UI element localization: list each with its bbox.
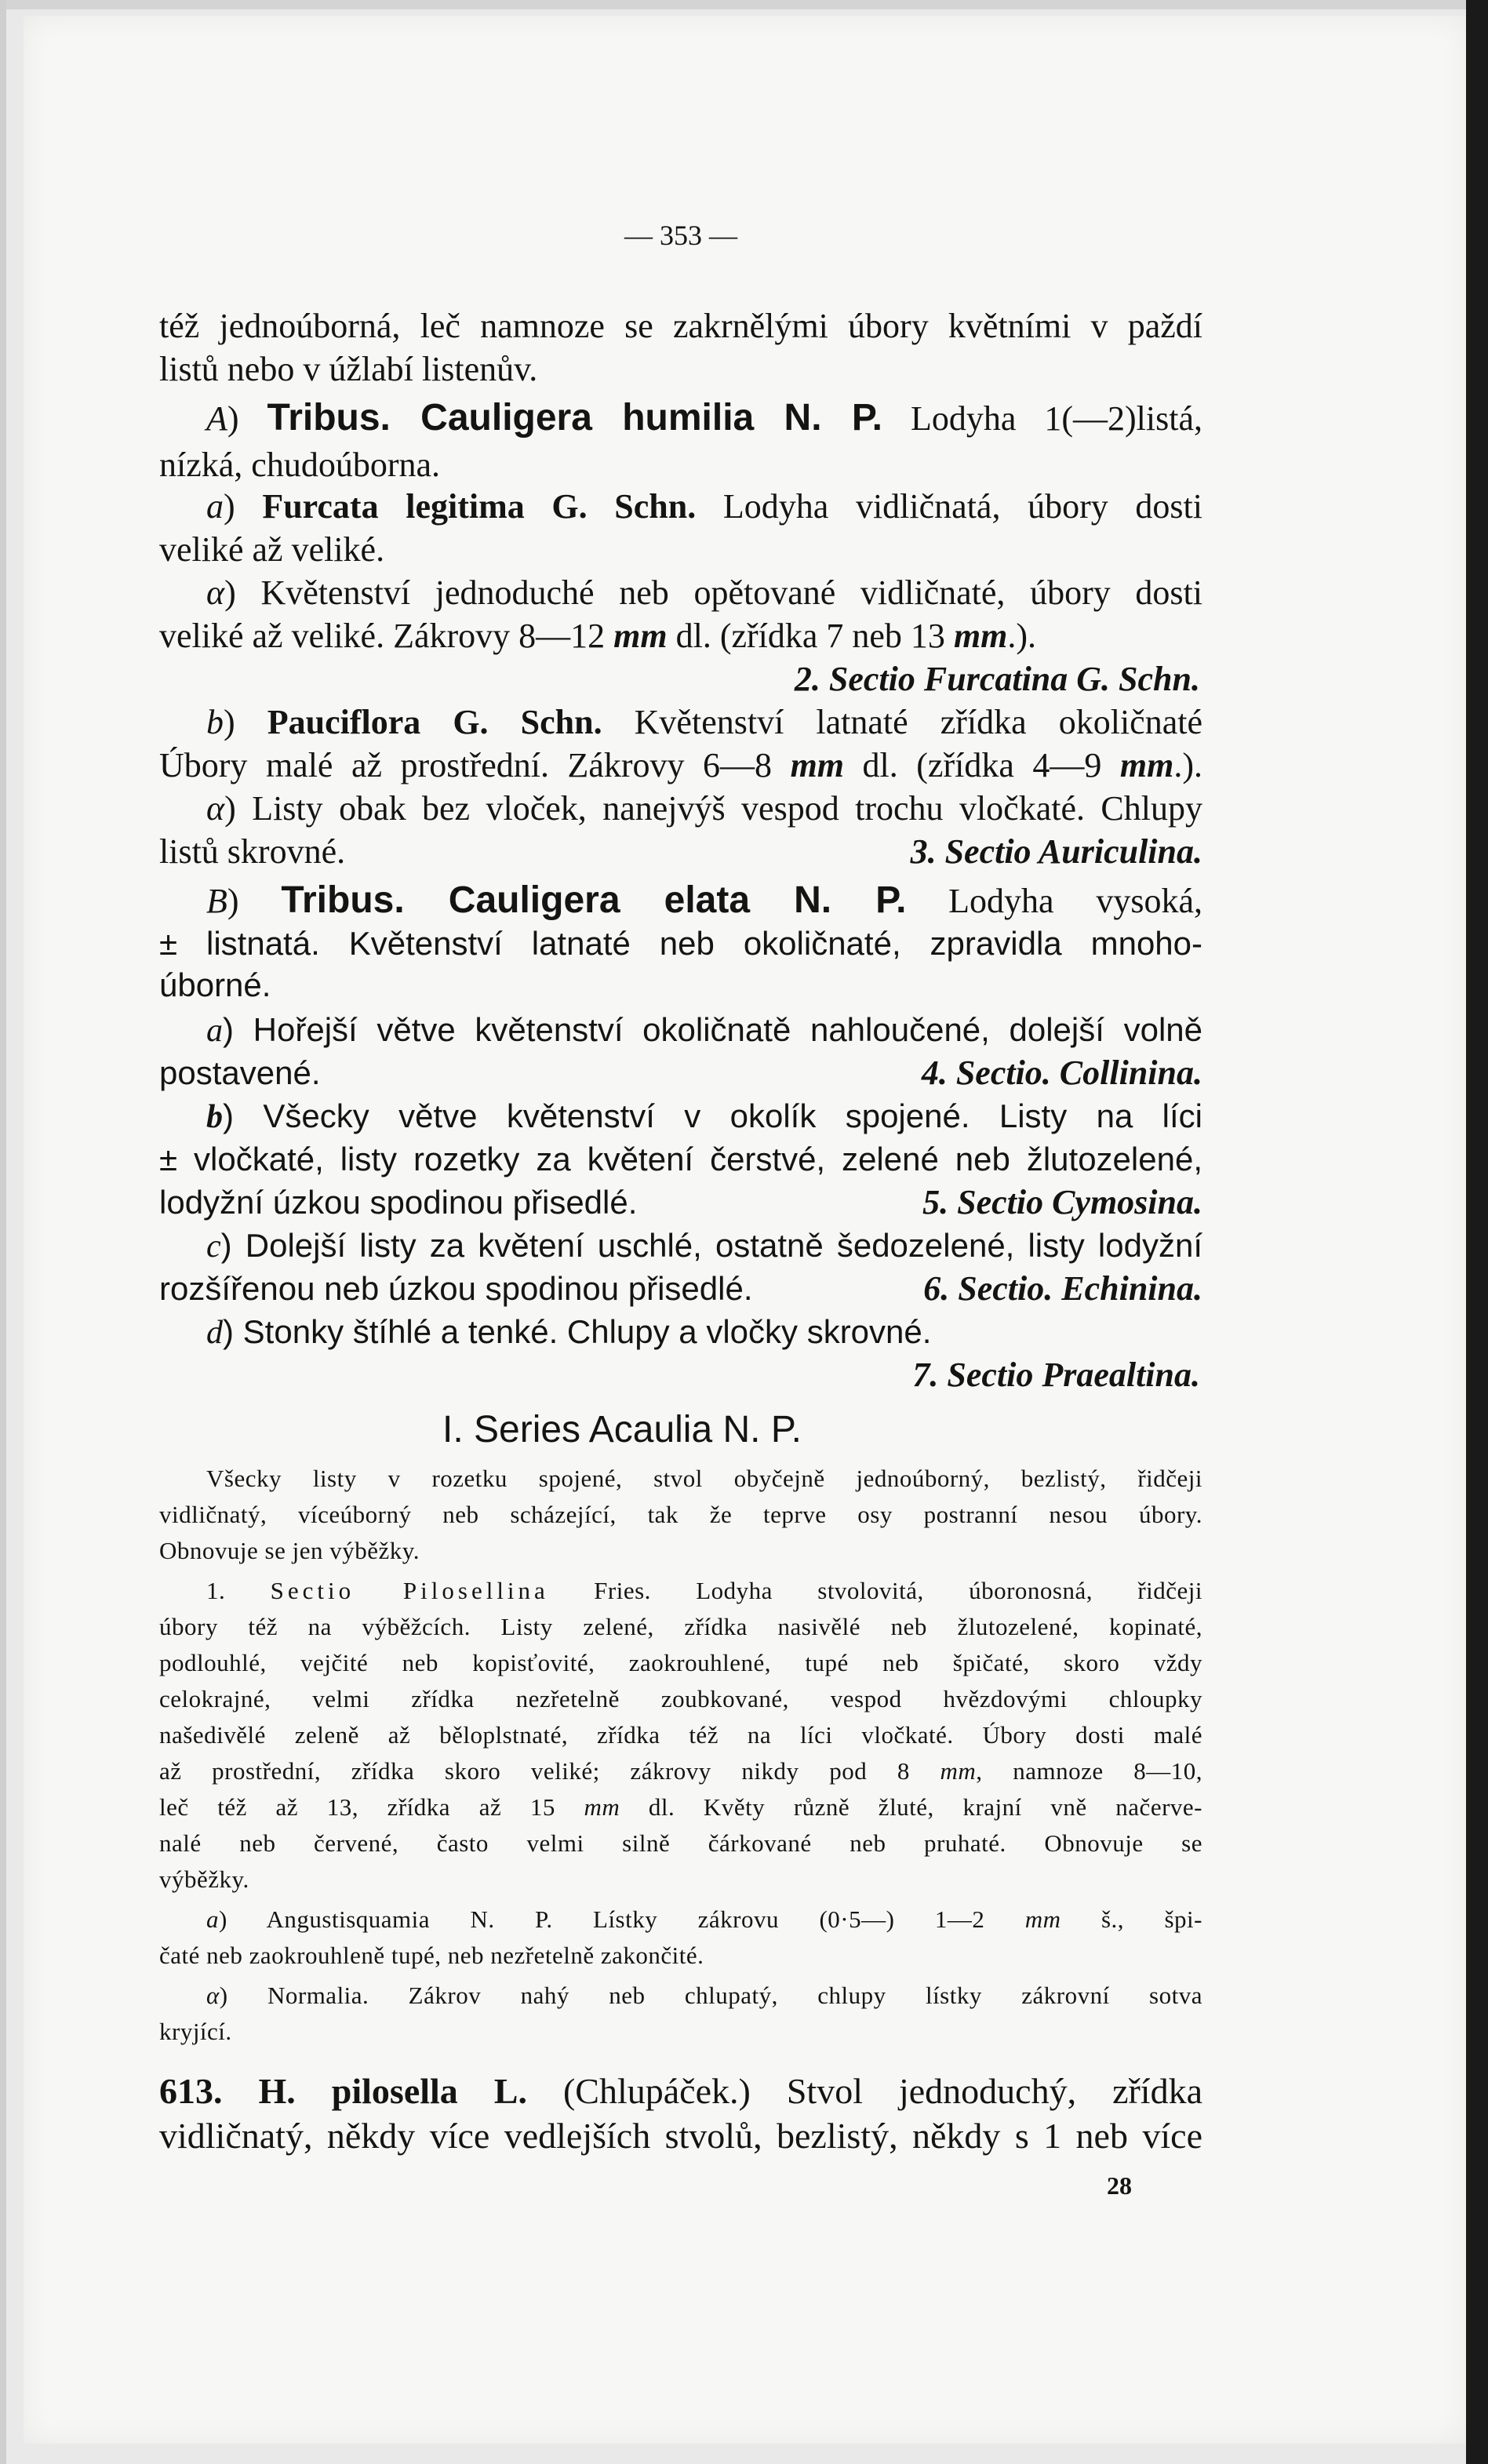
scan-top-edge (0, 0, 1488, 9)
line-text: dl. Květy různě žluté, krajní vně načerve- (620, 1793, 1202, 1821)
line-text: .). (1173, 746, 1202, 784)
species-entry (159, 2069, 1202, 2113)
tribus-title: Tribus. Cauligera elata N. P. (281, 879, 907, 921)
line-text: Listy obak bez vloček, nanejvýš vespod trochu vločkaté. Chlupy (235, 789, 1202, 828)
line-text: Stonky štíhlé a tenké. Chlupy a vločky skrovné. (234, 1313, 932, 1350)
group-title: Furcata legitima G. Schn. (262, 487, 697, 526)
sectio-label: 3. Sectio Auriculina. (910, 832, 1202, 871)
text-line: též jednoúborná, leč namnoze se zakrnělými úbory květními v paždí (159, 307, 1202, 345)
small-text-line: vidličnatý, víceúborný neb scházející, tak že teprve osy postranní nesou úbory. (159, 1501, 1202, 1528)
heading-tribus-humilia: A) Tribus. Cauligera humilia N. P. Lodyha 1(—2)listá, (206, 397, 1202, 439)
text-line: vidličnatý, někdy více vedlejších stvolů, bezlistý, někdy s 1 neb více (159, 2116, 1202, 2156)
list-marker: α (206, 1982, 220, 2009)
text-line (159, 614, 1202, 658)
small-text-line: Obnovuje se jen výběžky. (159, 1537, 420, 1564)
text-line (159, 1267, 1202, 1311)
small-text-line (159, 1789, 1202, 1825)
line-text: listů skrovné. (159, 832, 346, 871)
list-marker: c (206, 1228, 221, 1265)
group-desc: Lodyha vidličnatá, úbory dosti (696, 487, 1202, 526)
text-line (159, 1051, 1202, 1095)
line-text: š., špi- (1061, 1905, 1202, 1933)
small-text-line: celokrajné, velmi zřídka nezřetelně zoubkované, vespod hvězdovými chloupky (159, 1685, 1202, 1712)
list-marker: a (206, 1013, 223, 1049)
sectio-label: 2. Sectio Furcatina G. Schn. (794, 660, 1200, 698)
list-marker: a (206, 487, 224, 526)
subgroup-pauciflora: b) Pauciflora G. Schn. Květenství latnaté zřídka okoličnaté (206, 703, 1202, 741)
text-line: veliké až veliké. (159, 530, 385, 569)
small-text-line (159, 1753, 1202, 1789)
list-marker: α (206, 789, 225, 828)
signature-mark: 28 (1107, 2171, 1132, 2200)
small-text-line: Všecky listy v rozetku spojené, stvol obyčejně jednoúborný, bezlistý, řidčeji (206, 1465, 1202, 1492)
list-marker: α (206, 573, 225, 612)
unit: mm (790, 746, 845, 784)
small-text-line: nalé neb červené, často velmi silně čárkované neb pruhaté. Obnovuje se (159, 1829, 1202, 1857)
line-text: veliké až veliké. Zákrovy 8—12 (159, 617, 614, 655)
sectio-label: 4. Sectio. Collinina. (921, 1054, 1202, 1092)
sectio-name: Sectio Pilosellina (270, 1577, 549, 1604)
line-text: postavené. (159, 1054, 321, 1091)
line-text: Angustisquamia N. P. Lístky zákrovu (0·5—) 1—2 (227, 1905, 1025, 1933)
subgroup-furcata: a) Furcata legitima G. Schn. Lodyha vidličnatá, úbory dosti (206, 487, 1202, 526)
line-text: dl. (zřídka 4—9 (844, 746, 1120, 784)
unit: mm (584, 1793, 620, 1821)
list-marker: B (206, 882, 227, 920)
small-text-line: kryjící. (159, 2018, 232, 2045)
small-text-line (159, 1573, 1202, 1609)
small-text-line: našedivělé zeleně až běloplstnaté, zřídka též na líci vločkaté. Úbory dosti malé (159, 1721, 1202, 1749)
scan-left-edge (0, 0, 6, 2464)
text-line (159, 1181, 1202, 1225)
line-text: Dolejší listy za květení uschlé, ostatně šedozelené, listy lodyžní (231, 1227, 1202, 1264)
line-text: Normalia. Zákrov nahý neb chlupatý, chlupy lístky zákrovní sotva (227, 1982, 1202, 2009)
text-line (159, 830, 1202, 874)
small-text-line: úbory též na výběžcích. Listy zelené, zřídka nasivělé neb žlutozelené, kopinaté, (159, 1613, 1202, 1640)
line-text: (Chlupáček.) Stvol jednoduchý, zřídka (526, 2071, 1203, 2111)
list-marker: d (206, 1315, 223, 1351)
line-text: Květenství jednoduché neb opětované vidličnaté, úbory dosti (235, 573, 1202, 612)
line-text: .). (1007, 617, 1037, 655)
sectio-label: 6. Sectio. Echinina. (923, 1269, 1202, 1308)
unit: mm (953, 617, 1008, 655)
line-text: leč též až 13, zřídka až 15 (159, 1793, 584, 1821)
text-line: ± listnatá. Květenství latnaté neb okoličnaté, zpravidla mnoho- (159, 925, 1202, 962)
tribus-title: Tribus. Cauligera humilia N. P. (267, 397, 883, 439)
line-text: Všecky větve květenství v okolík spojené. Listy na líci (234, 1097, 1202, 1134)
unit: mm (1119, 746, 1174, 784)
text-line: ± vločkaté, listy rozetky za květení čerstvé, zelené neb žlutozelené, (159, 1141, 1202, 1177)
line-text: dl. (zřídka 7 neb 13 (667, 617, 954, 655)
heading-tribus-elata: B) Tribus. Cauligera elata N. P. Lodyha vysoká, (206, 879, 1203, 921)
small-text-line: α) Normalia. Zákrov nahý neb chlupatý, chlupy lístky zákrovní sotva (206, 1982, 1202, 2009)
unit: mm (940, 1757, 977, 1785)
list-marker: b (206, 703, 224, 741)
list-marker: A (206, 399, 227, 438)
tribus-desc: Lodyha vysoká, (906, 882, 1203, 920)
line-text: Fries. Lodyha stvolovitá, úboronosná, řidčeji (548, 1577, 1203, 1604)
text-line (159, 744, 1202, 788)
line-text: rozšířenou neb úzkou spodinou přisedlé. (159, 1270, 753, 1307)
scan-right-edge (1466, 0, 1488, 2464)
text-line: nízká, chudoúborna. (159, 446, 440, 484)
line-text: Hořejší větve květenství okoličnatě nahloučené, dolejší volně (234, 1011, 1202, 1048)
small-text-line: výběžky. (159, 1865, 249, 1893)
text-line: c) Dolejší listy za květení uschlé, ostatně šedozelené, listy lodyžní (206, 1227, 1202, 1265)
unit: mm (613, 617, 668, 655)
unit: mm (1024, 1905, 1061, 1933)
line-text: Úbory malé až prostřední. Zákrovy 6—8 (159, 746, 791, 784)
small-text-line: čaté neb zaokrouhleně tupé, neb nezřetelně zakončité. (159, 1942, 704, 1969)
list-marker: a (206, 1905, 219, 1933)
group-title: Pauciflora G. Schn. (267, 703, 602, 741)
species-number: 613. (159, 2071, 223, 2111)
small-text-line: podlouhlé, vejčité neb kopisťovité, zaokrouhlené, tupé neb špičaté, skoro vždy (159, 1649, 1202, 1676)
species-name: H. pilosella L. (258, 2071, 527, 2111)
page-number: — 353 — (624, 220, 737, 251)
text-line: a) Hořejší větve květenství okoličnatě nahloučené, dolejší volně (206, 1011, 1202, 1049)
text-line: α) Listy obak bez vloček, nanejvýš vespod trochu vločkaté. Chlupy (206, 789, 1202, 828)
group-desc: Květenství latnaté zřídka okoličnaté (602, 703, 1202, 741)
line-text: , namnoze 8—10, (976, 1757, 1202, 1785)
line-text: až prostřední, zřídka skoro veliké; zákrovy nikdy pod 8 (159, 1757, 940, 1785)
text-line: listů nebo v úžlabí listenův. (159, 350, 538, 388)
tribus-desc: Lodyha 1(—2)listá, (882, 399, 1202, 438)
sectio-label: 7. Sectio Praealtina. (912, 1356, 1200, 1394)
line-text: lodyžní úzkou spodinou přisedlé. (159, 1184, 638, 1221)
text-line: b) Všecky větve květenství v okolík spojené. Listy na líci (206, 1097, 1202, 1135)
sectio-label: 5. Sectio Cymosina. (922, 1183, 1202, 1221)
text-line: d) Stonky štíhlé a tenké. Chlupy a vločky skrovné. (206, 1313, 932, 1351)
list-marker: b (206, 1099, 223, 1135)
series-heading: I. Series Acaulia N. P. (442, 1409, 802, 1450)
small-text-line: a) Angustisquamia N. P. Lístky zákrovu (0·5—) 1—2 mm š., špi- (206, 1905, 1202, 1933)
text-line: úborné. (159, 966, 271, 1003)
line-text: 1. (206, 1577, 271, 1604)
text-line: α) Květenství jednoduché neb opětované vidličnaté, úbory dosti (206, 573, 1202, 612)
